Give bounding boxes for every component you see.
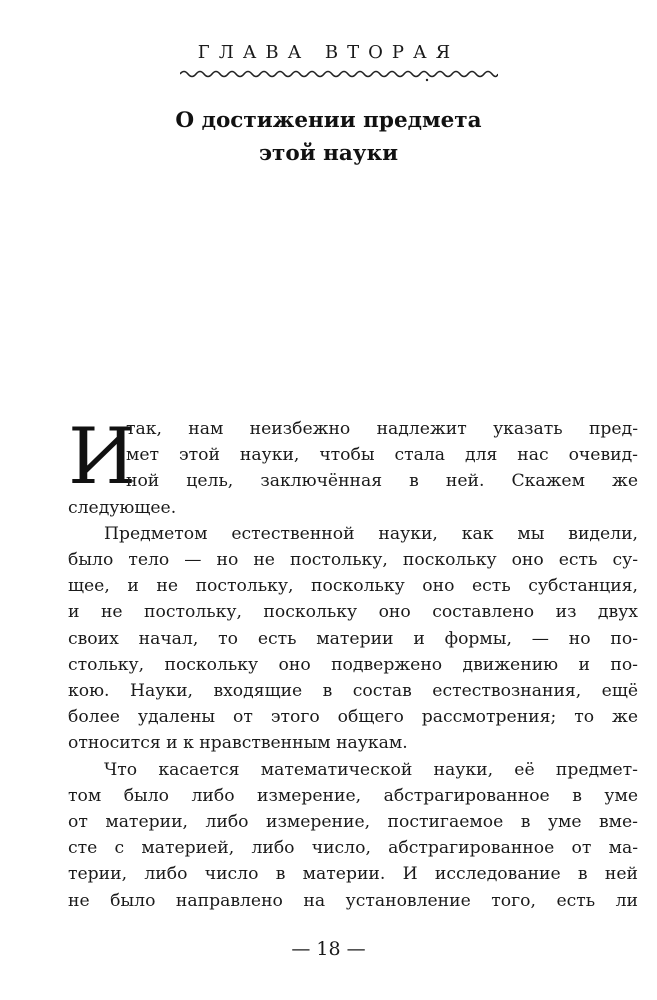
- text-line: том было либо измерение, абстрагированное в уме: [68, 785, 638, 806]
- text-line: кою. Науки, входящие в состав естествознания, ещё: [68, 681, 638, 702]
- text-line: Предметом естественной науки, как мы видели,: [104, 523, 638, 544]
- text-line: Что касается математической науки, её предмет-: [104, 759, 638, 780]
- text-line: стольку, поскольку оно подвержено движению и по-: [68, 654, 638, 675]
- text-line: терии, либо число в материи. И исследование в ней: [68, 864, 638, 885]
- chapter-title-line-1: О достижении предмета: [175, 108, 482, 133]
- wave-ornament-divider: [180, 66, 498, 82]
- text-line: ной цель, заключённая в ней. Скажем же: [126, 471, 638, 492]
- text-line: мет этой науки, чтобы стала для нас очевид-: [126, 445, 638, 466]
- text-line: своих начал, то есть материи и формы, — но по-: [68, 628, 638, 649]
- text-line: более удалены от этого общего рассмотрения; то же: [68, 707, 638, 728]
- text-line: и не постольку, поскольку оно составлено из двух: [68, 602, 638, 623]
- body-text: [68, 412, 638, 914]
- text-line: сте с материей, либо число, абстрагированное от ма-: [68, 838, 638, 859]
- page-number: — 18 —: [291, 938, 366, 960]
- text-line: не было направлено на установление того, есть ли: [68, 890, 638, 911]
- text-line: относится и к нравственным наукам.: [68, 733, 408, 754]
- text-line: щее, и не постольку, поскольку оно есть субстанция,: [68, 576, 638, 597]
- chapter-title-line-2: этой науки: [258, 141, 399, 166]
- text-line: было тело — но не постольку, поскольку оно есть су-: [68, 550, 638, 571]
- text-line: следующее.: [68, 497, 177, 518]
- text-line: от материи, либо измерение, постигаемое в уме вме-: [68, 812, 638, 833]
- chapter-title: [0, 104, 657, 170]
- chapter-label: ГЛАВА ВТОРАЯ: [197, 42, 460, 63]
- drop-cap-letter: И: [68, 412, 137, 502]
- text-line: так, нам неизбежно надлежит указать пред-: [126, 419, 638, 439]
